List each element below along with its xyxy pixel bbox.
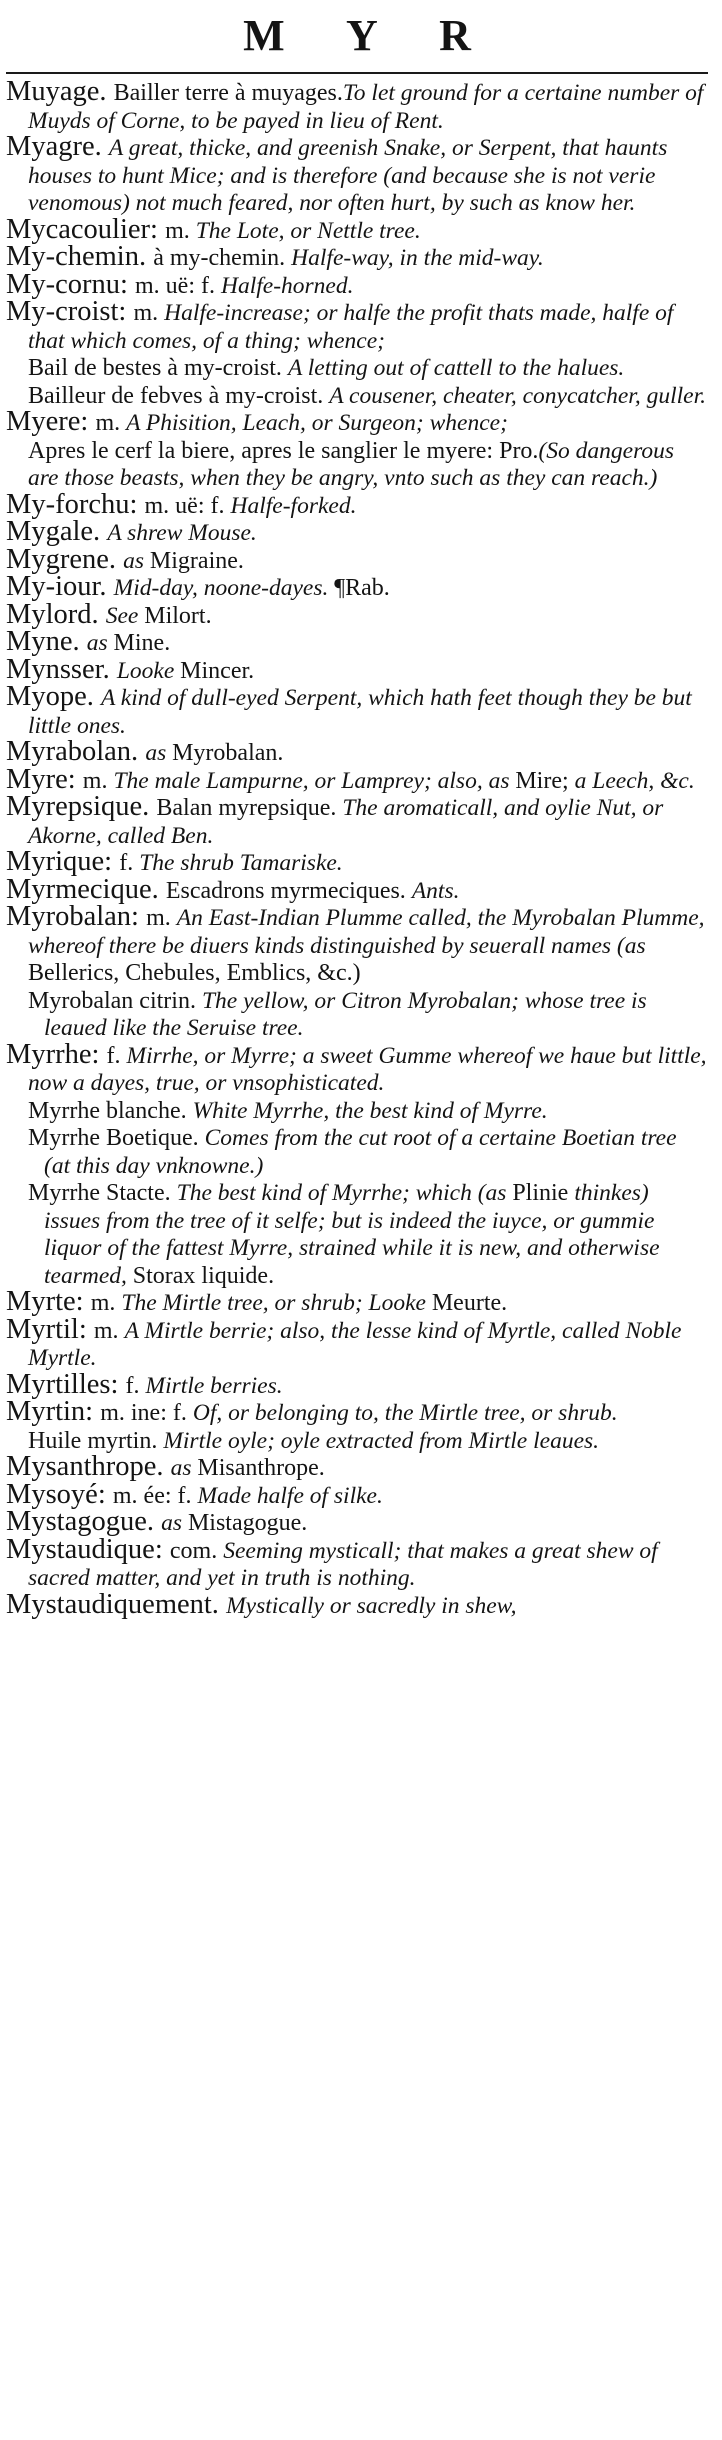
definition-text: Halfe-horned. — [221, 272, 354, 299]
headword: My-cornu: — [6, 268, 136, 300]
french-text: Mincer. — [180, 657, 255, 684]
headword: Mystagogue. — [6, 1506, 162, 1537]
running-head: M Y R — [243, 11, 497, 60]
french-text: Mine. — [113, 630, 171, 656]
sub-entry — [6, 1427, 708, 1455]
entry-list — [6, 76, 708, 1620]
french-text: ¶Rab. — [334, 575, 390, 601]
definition-text: as — [170, 1455, 198, 1481]
dictionary-entry — [6, 1451, 708, 1482]
headword: Myrique: — [6, 846, 120, 877]
french-text: f. — [125, 1372, 146, 1399]
dictionary-entry — [6, 213, 708, 245]
dictionary-entry — [6, 1368, 708, 1400]
french-text: m. uë: f. — [144, 492, 231, 519]
headword: Mysoyé: — [6, 1478, 113, 1510]
dictionary-entry — [6, 1286, 708, 1317]
french-text: Huile myrtin. — [28, 1427, 164, 1454]
dictionary-entry — [6, 736, 708, 767]
french-text: Storax liquide. — [132, 1262, 275, 1289]
headword: Myagre. — [6, 131, 109, 162]
headword: Mycacoulier: — [6, 213, 166, 245]
definition-text: (So dangerous are those beasts, when they be angry, vnto such as they can reach.) — [28, 437, 674, 491]
headword: Myope. — [6, 681, 101, 712]
french-text: m. — [82, 767, 114, 794]
headword: Mygrene. — [6, 543, 124, 575]
definition-text: Halfe-way, in the mid-way. — [291, 245, 544, 271]
definition-text: A great, thicke, and greenish Snake, or Serpent, that haunts houses to hunt Mice; and is therefore (and because she is not verie venomous) not much feared, nor often hurt, by such as know her. — [28, 135, 668, 216]
definition-text: as — [86, 630, 114, 656]
definition-text: Of, or belonging to, the Mirtle tree, or shrub. — [192, 1400, 618, 1426]
definition-text: thinkes) issues from the tree of it selfe; but is indeed the iuyce, or gummie liquor of the fattest Myrre, strained while it is new, and otherwise tearmed, — [44, 1180, 660, 1289]
dictionary-entry — [6, 131, 708, 217]
headword: My-forchu: — [6, 488, 145, 520]
dictionary-entry — [6, 1313, 708, 1372]
definition-text: White Myrrhe, the best kind of Myrre. — [192, 1097, 548, 1124]
definition-text: Halfe-increase; or halfe the profit thats made, halfe of that which comes, of a thing; whence; — [28, 300, 674, 354]
french-text: Balan myrepsique. — [156, 795, 343, 821]
french-text: à my-chemin. — [153, 245, 292, 271]
french-text: Misanthrope. — [197, 1455, 325, 1481]
sub-entry — [6, 382, 708, 410]
french-text: Bailleur de febves à my-croist. — [28, 382, 330, 409]
headword: Myrmecique. — [6, 873, 166, 905]
sub-entry — [6, 1179, 708, 1289]
headword: Myrepsique. — [6, 791, 157, 822]
definition-text: A Phisition, Leach, or Surgeon; whence; — [126, 410, 508, 436]
definition-text: The yellow, or Citron Myrobalan; whose tree is leaued like the Seruise tree. — [44, 987, 647, 1041]
definition-text: Ants. — [411, 877, 460, 904]
headword: Myne. — [6, 626, 87, 657]
sub-entry — [6, 1124, 708, 1179]
french-text: Myrobalan. — [172, 740, 284, 766]
dictionary-entry — [6, 681, 708, 739]
french-text: Plinie — [512, 1180, 575, 1206]
dictionary-entry — [6, 873, 708, 905]
definition-text: Halfe-forked. — [230, 492, 357, 519]
definition-text: A shrew Mouse. — [107, 520, 257, 546]
dictionary-entry — [6, 1533, 708, 1592]
dictionary-entry — [6, 1396, 708, 1427]
definition-text: An East-Indian Plumme called, the Myrobalan Plumme, whereof there be diuers kinds distinguished by seuerall names (as — [28, 905, 705, 959]
definition-text: a Leech, &c. — [574, 767, 695, 794]
definition-text: as — [123, 547, 150, 574]
dictionary-entry — [6, 791, 708, 849]
definition-text: The Mirtle tree, or shrub; Looke — [121, 1290, 432, 1316]
definition-text: A Mirtle berrie; also, the lesse kind of Myrtle, called Noble Myrtle. — [28, 1317, 682, 1371]
french-text: Escadrons myrmeciques. — [165, 877, 412, 904]
sub-entry — [6, 437, 708, 492]
definition-text: The best kind of Myrrhe; which (as — [176, 1180, 513, 1206]
dictionary-entry — [6, 571, 708, 602]
french-text: m. ée: f. — [112, 1482, 198, 1509]
dictionary-entry — [6, 1478, 708, 1510]
french-text: m. — [93, 1317, 125, 1344]
french-text: Mistagogue. — [187, 1510, 308, 1536]
definition-text: The Lote, or Nettle tree. — [195, 217, 421, 244]
definition-text: Made halfe of silke. — [197, 1482, 383, 1509]
dictionary-entry — [6, 901, 708, 987]
dictionary-entry — [6, 268, 708, 300]
dictionary-entry — [6, 543, 708, 575]
french-text: com. — [169, 1537, 224, 1564]
definition-text: as — [145, 740, 173, 766]
french-text: Meurte. — [431, 1290, 508, 1316]
headword: Myrrhe: — [6, 1038, 107, 1070]
dictionary-entry — [6, 626, 708, 657]
definition-text: A cousener, cheater, conycatcher, guller. — [329, 382, 707, 409]
dictionary-entry — [6, 1588, 708, 1620]
french-text: m. — [95, 410, 127, 436]
headword: Mylord. — [6, 598, 106, 630]
french-text: Myrobalan citrin. — [28, 987, 202, 1014]
headword: Mygale. — [6, 516, 108, 547]
definition-text: Looke — [116, 657, 181, 684]
dictionary-entry — [6, 76, 708, 134]
dictionary-entry — [6, 598, 708, 630]
french-text: Bellerics, Chebules, Emblics, &c.) — [28, 960, 361, 986]
definition-text: Comes from the cut root of a certaine Boetian tree (at this day vnknowne.) — [44, 1125, 677, 1179]
headword: Muyage. — [6, 76, 114, 107]
headword: Mystaudique: — [6, 1533, 170, 1565]
dictionary-entry — [6, 846, 708, 877]
headword: Myrtilles: — [6, 1368, 126, 1400]
definition-text: Mid-day, noone-dayes. — [113, 575, 335, 601]
definition-text: See — [105, 602, 145, 629]
definition-text: Mirtle berries. — [145, 1372, 283, 1399]
sub-entry — [6, 987, 708, 1042]
definition-text: Mystically or sacredly in shew, — [226, 1592, 517, 1619]
headword: My-iour. — [6, 571, 114, 602]
dictionary-entry — [6, 488, 708, 520]
definition-text: as — [161, 1510, 188, 1536]
definition-text: Seeming mysticall; that makes a great shew of sacred matter, and yet in truth is nothing. — [28, 1537, 658, 1591]
french-text: Myrrhe blanche. — [28, 1097, 193, 1124]
definition-text: To let ground for a certaine number of Muyds of Corne, to be payed in lieu of Rent. — [28, 80, 704, 134]
french-text: m. — [146, 905, 177, 931]
french-text: m. uë: f. — [135, 272, 221, 299]
french-text: Migraine. — [149, 547, 244, 574]
headword: Myrobalan: — [6, 901, 147, 932]
dictionary-entry — [6, 296, 708, 354]
french-text: Bailler terre à muyages. — [113, 80, 343, 106]
french-text: Myrrhe Boetique. — [28, 1125, 205, 1151]
sub-entry — [6, 354, 708, 382]
headword: Myere: — [6, 406, 96, 437]
french-text: Milort. — [144, 602, 212, 629]
sub-entry — [6, 1097, 708, 1125]
french-text: f. — [119, 850, 140, 876]
headword: Mystaudiquement. — [6, 1588, 227, 1620]
french-text: Myrrhe Stacte. — [28, 1180, 177, 1206]
dictionary-entry — [6, 1038, 708, 1097]
french-text: Bail de bestes à my-croist. — [28, 355, 288, 381]
french-text: Mire; — [515, 767, 575, 794]
headword: Myrabolan. — [6, 736, 146, 767]
headword: Mynsser. — [6, 653, 117, 685]
definition-text: The shrub Tamariske. — [139, 850, 343, 876]
dictionary-entry — [6, 1506, 708, 1537]
dictionary-entry — [6, 241, 708, 272]
headword: Myre: — [6, 763, 83, 795]
dictionary-entry — [6, 653, 708, 685]
french-text: f. — [106, 1042, 127, 1069]
definition-text: Mirrhe, or Myrre; a sweet Gumme whereof we haue but little, now a dayes, true, or vnsophisticated. — [28, 1042, 707, 1096]
definition-text: The aromaticall, and oylie Nut, or Akorne, called Ben. — [28, 795, 664, 849]
headword: My-croist: — [6, 296, 134, 327]
definition-text: Mirtle oyle; oyle extracted from Mirtle leaues. — [163, 1427, 600, 1454]
french-text: Apres le cerf la biere, apres le sanglier le myere: Pro. — [28, 437, 539, 464]
dictionary-entry — [6, 516, 708, 547]
dictionary-entry — [6, 763, 708, 795]
header-rule — [6, 72, 708, 74]
french-text: m. — [165, 217, 196, 244]
definition-text: The male Lampurne, or Lamprey; also, as — [113, 767, 516, 794]
headword: Myrtil: — [6, 1313, 94, 1345]
french-text: m. — [133, 300, 165, 326]
french-text: m. ine: f. — [100, 1400, 193, 1426]
definition-text: A kind of dull-eyed Serpent, which hath feet though they be but little ones. — [28, 685, 692, 739]
definition-text: A letting out of cattell to the halues. — [287, 355, 625, 381]
french-text: m. — [90, 1290, 122, 1316]
headword: Myrte: — [6, 1286, 91, 1317]
headword: Myrtin: — [6, 1396, 101, 1427]
headword: My-chemin. — [6, 241, 154, 272]
headword: Mysanthrope. — [6, 1451, 171, 1482]
dictionary-entry — [6, 406, 708, 437]
